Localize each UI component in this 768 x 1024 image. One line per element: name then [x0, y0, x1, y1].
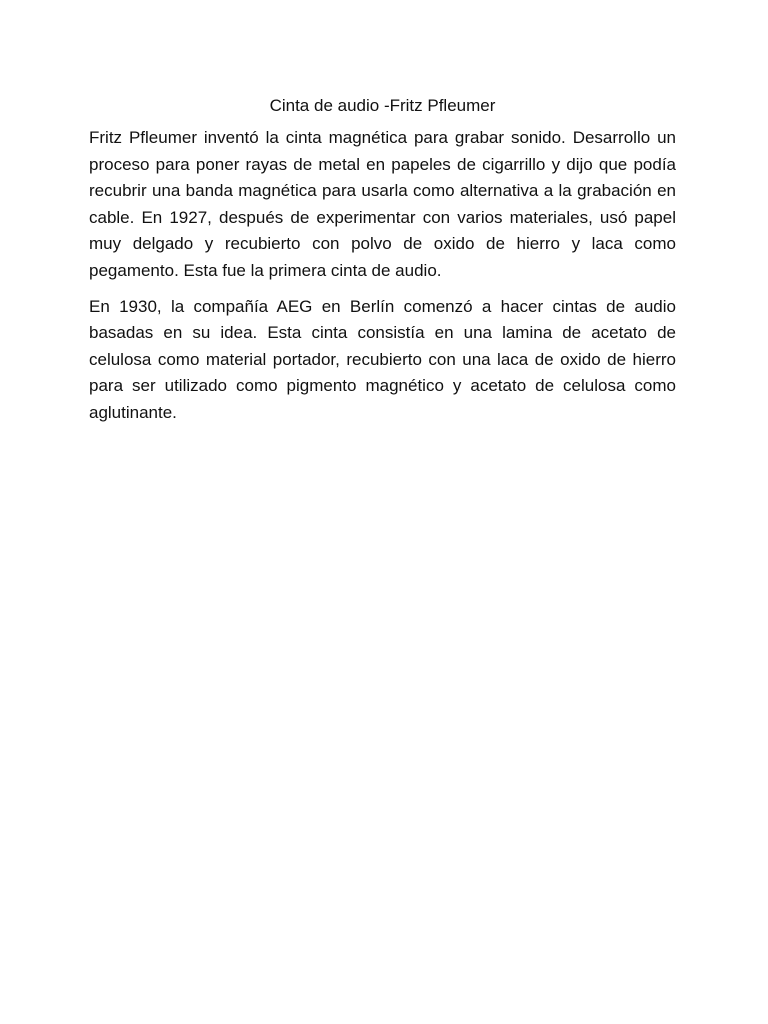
document-title: Cinta de audio -Fritz Pfleumer	[269, 96, 496, 115]
paragraph-2: En 1930, la compañía AEG en Berlín comenzó a hacer cintas de audio basadas en su idea. Esta cinta consistía en una lamina de acetato de celulosa como material portador, recubierto con una laca de oxido de hierro para ser utilizado como pigmento magnético y acetato de celulosa como aglutinante.	[89, 296, 676, 422]
document-page	[89, 92, 676, 436]
paragraph-1: Fritz Pfleumer inventó la cinta magnética para grabar sonido. Desarrollo un proceso para poner rayas de metal en papeles de cigarrillo y dijo que podía recubrir una banda magnética para usarla como alternativa a la grabación en cable. En 1927, después de experimentar con varios materiales, usó papel muy delgado y recubierto con polvo de oxido de hierro y laca como pegamento. Esta fue la primera cinta de audio.	[89, 128, 676, 280]
